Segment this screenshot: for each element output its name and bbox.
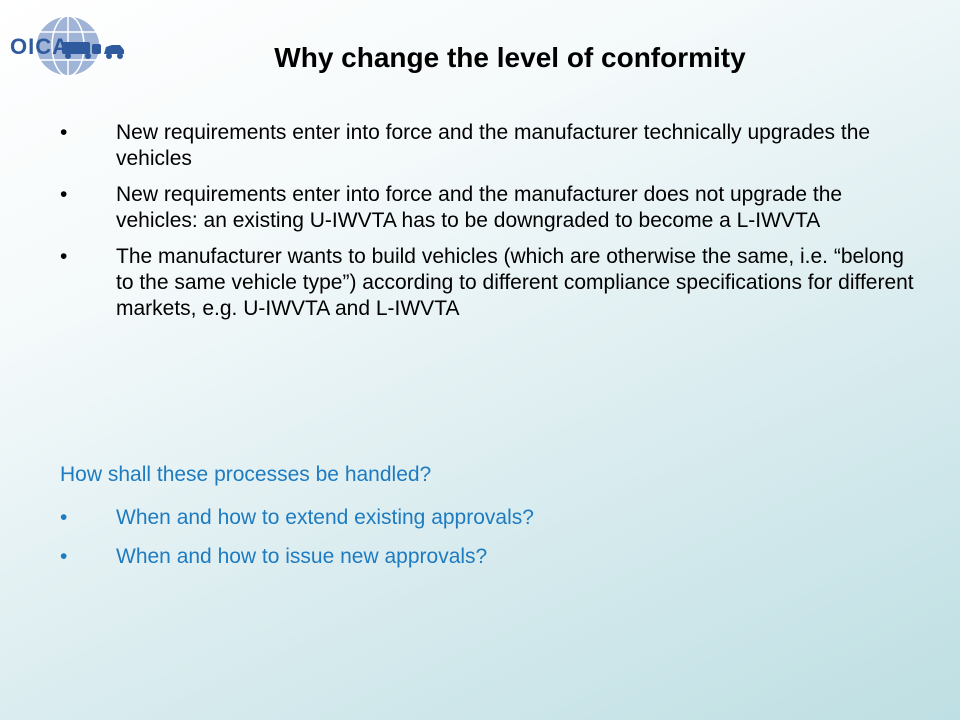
bullet-text: New requirements enter into force and the manufacturer technically upgrades the vehicles — [116, 121, 871, 170]
bullet-marker: • — [60, 121, 68, 144]
bullet-item — [60, 182, 920, 234]
slide-title: Why change the level of conformity — [274, 42, 746, 73]
bullet-list — [60, 120, 920, 332]
bullet-text: The manufacturer wants to build vehicles (which are otherwise the same, i.e. “belong to the same vehicle type”) according to different compliance specifications for different markets, e.g. U-IWVTA and L-IWVTA — [116, 245, 914, 320]
question-bullet-item — [60, 505, 920, 531]
bullet-marker: • — [60, 183, 68, 206]
logo-text: OICA — [10, 34, 69, 59]
bullet-marker: • — [60, 245, 68, 268]
question-text: How shall these processes be handled? — [60, 463, 432, 486]
question-bullet-list — [60, 505, 920, 583]
oica-logo — [8, 12, 128, 80]
bullet-text: New requirements enter into force and the manufacturer does not upgrade the vehicles: an existing U-IWVTA has to be downgraded to become a L-IWVTA — [116, 183, 843, 232]
bullet-item — [60, 120, 920, 172]
question-bullet-text: When and how to extend existing approvals? — [116, 506, 534, 529]
question-bullet-text: When and how to issue new approvals? — [116, 545, 488, 568]
bullet-marker: • — [60, 545, 68, 568]
question-bullet-item — [60, 544, 920, 570]
bullet-marker: • — [60, 506, 68, 529]
bullet-item — [60, 244, 920, 322]
